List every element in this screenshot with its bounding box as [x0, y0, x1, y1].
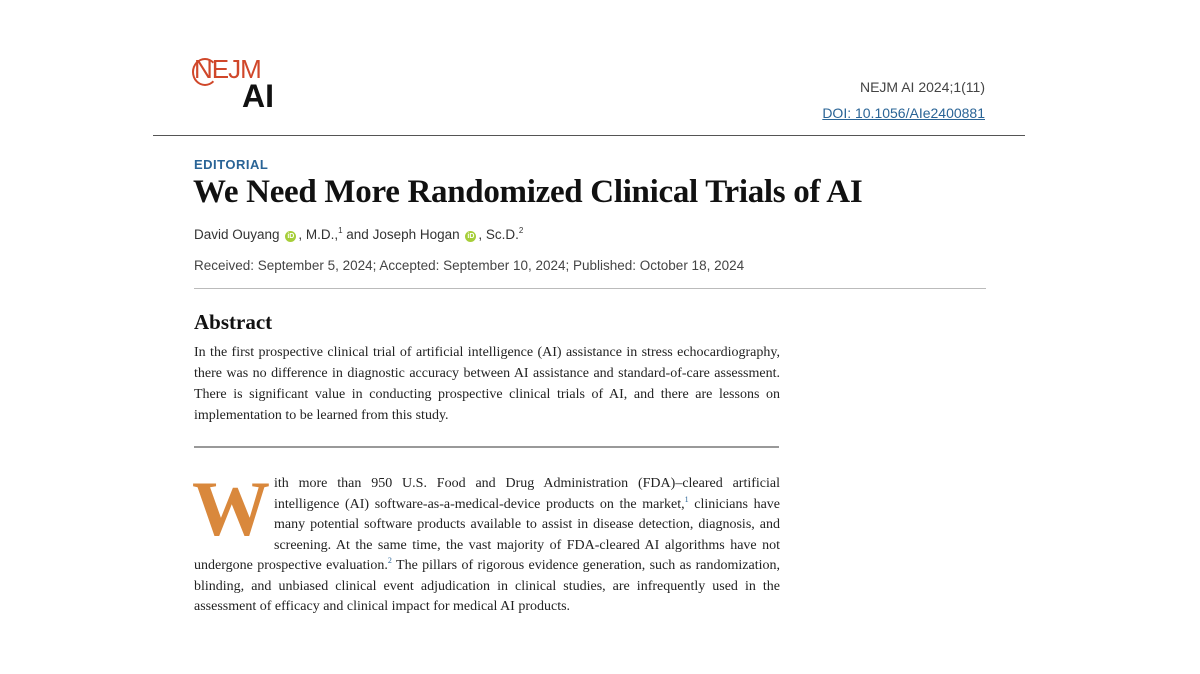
- journal-citation: NEJM AI 2024;1(11): [859, 79, 985, 95]
- logo-nejm: NEJM: [194, 54, 261, 84]
- author-name[interactable]: Joseph Hogan: [372, 227, 460, 242]
- author-line: [194, 227, 523, 242]
- author-degree: , Sc.D.: [478, 227, 519, 242]
- abstract-text: In the first prospective clinical trial of artificial intelligence (AI) assistance in stress echocardiography, there was no difference in diagnostic accuracy between AI assistance and standard-of-care assessment. There is significant value in conducting prospective clinical trials of AI, and there are lessons on implementation to be learned from this study.: [194, 345, 780, 423]
- article-title: We Need More Randomized Clinical Trials of AI: [193, 174, 863, 210]
- publication-dates: Received: September 5, 2024; Accepted: September 10, 2024; Published: October 18, 2024: [194, 258, 745, 273]
- body-text-part: ith more than 950 U.S. Food and Drug Administration (FDA)–cleared artificial intelligence (AI) software-as-a-medical-device products on the market,: [274, 476, 780, 512]
- author-name[interactable]: David Ouyang: [194, 227, 280, 242]
- author-joiner: and: [342, 227, 373, 242]
- abstract-heading: Abstract: [194, 310, 273, 334]
- orcid-icon[interactable]: iD: [287, 233, 295, 240]
- affiliation-marker: 1: [338, 226, 343, 235]
- body-text-part: The pillars of rigorous evidence generation, such as randomization, blinding, and unbiased clinical event adjudication in clinical studies, are infrequently used in the assessment of efficacy and clinical impact for medical AI products.: [194, 558, 780, 614]
- orcid-icon[interactable]: iD: [467, 233, 475, 240]
- abstract-divider: [194, 446, 779, 448]
- citation-block: [822, 74, 985, 126]
- body-text-part: clinicians have many potential software products available to assist in disease detection, diagnosis, and screening. At the same time, the vast majority of FDA-cleared AI algorithms have not undergone prospective evaluation.: [194, 496, 781, 573]
- doi-link[interactable]: DOI: 10.1056/AIe2400881: [822, 105, 985, 121]
- reference-link[interactable]: 1: [684, 494, 689, 504]
- drop-cap: W: [192, 465, 270, 552]
- body-paragraph: [192, 465, 781, 618]
- section-label: EDITORIAL: [194, 157, 269, 172]
- author-degree: , M.D.,: [298, 227, 339, 242]
- metadata-divider: [194, 288, 986, 289]
- affiliation-marker: 2: [518, 226, 524, 235]
- header-divider: [153, 135, 1025, 136]
- journal-logo: [192, 56, 292, 120]
- logo-ai: AI: [242, 78, 274, 114]
- reference-link[interactable]: 2: [387, 556, 392, 565]
